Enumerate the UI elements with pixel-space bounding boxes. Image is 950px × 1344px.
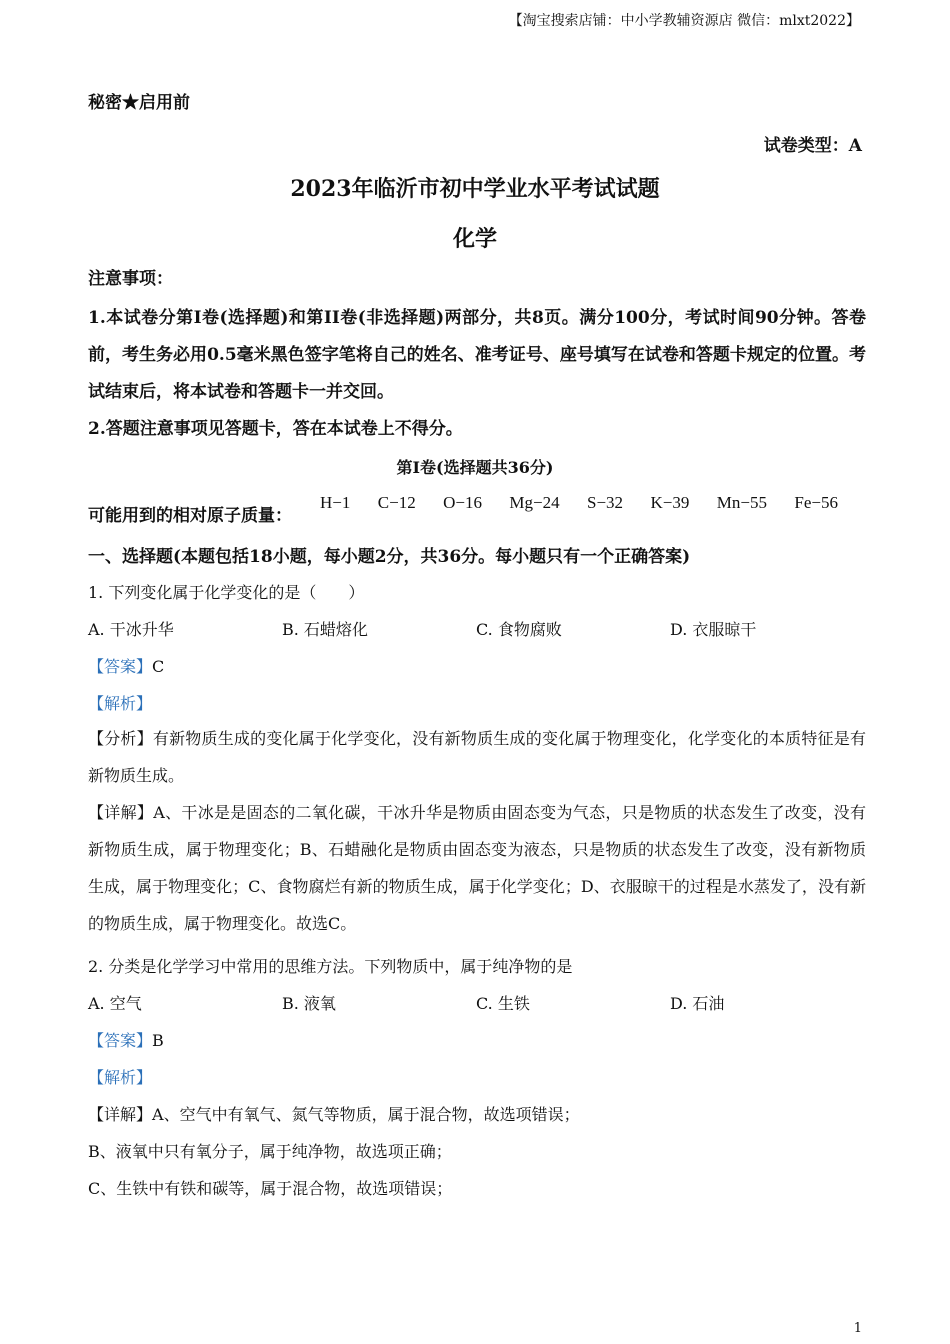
q1-answer (88, 654, 164, 677)
q1-stem: 1. 下列变化属于化学变化的是（ ） (88, 583, 365, 602)
notice-item-1: 1.本试卷分第I卷(选择题)和第II卷(非选择题)两部分，共8页。满分100分，考试时间90分钟。答卷前，考生务必用0.5毫米黑色签字笔将自己的姓名、准考证号、座号填写在试卷和答题卡规定的位置。考试结束后，将本试卷和答题卡一并交回。 (88, 308, 866, 402)
q1-fenxi (88, 720, 866, 794)
q2-detail-b: B、液氧中只有氧分子，属于纯净物，故选项正确； (88, 1142, 452, 1161)
notice-item-2: 2.答题注意事项见答题卡，答在本试卷上不得分。 (88, 419, 463, 439)
q2-option-b: B. 液氧 (282, 994, 336, 1013)
q1-detail-text: A、干冰是是固态的二氧化碳，干冰升华是物质由固态变为气态，只是物质的状态发生了改变，没有新物质生成，属于物理变化；B、石蜡融化是物质由固态变为液态，只是物质的状态发生了改变，没有新物质生成，属于物理变化；C、食物腐烂有新的物质生成，属于化学变化；D、衣服晾干的过程是水蒸发了，没有新的物质生成，属于物理变化。故选C。 (88, 803, 866, 933)
q2-detail-c: C、生铁中有铁和碳等，属于混合物，故选项错误； (88, 1179, 453, 1198)
atomic-mass-h: H−1 (320, 493, 351, 512)
atomic-mass-s: S−32 (587, 493, 624, 512)
q2-answer-value: B (152, 1031, 164, 1050)
header-note: 【淘宝搜索店铺：中小学教辅资源店 微信：mlxt2022】 (508, 13, 860, 29)
atomic-mass-fe: Fe−56 (794, 493, 838, 512)
q1-option-b: B. 石蜡熔化 (282, 620, 368, 639)
q1-answer-tag: 【答案】 (88, 657, 153, 676)
confidential-label: 秘密★启用前 (88, 93, 190, 113)
q1-detail (88, 794, 866, 942)
q2-option-d: D. 石油 (670, 994, 725, 1013)
atomic-mass-mn: Mn−55 (716, 493, 767, 512)
q2-detail-tag: 【详解】 (88, 1105, 153, 1124)
notice-heading: 注意事项： (88, 269, 173, 289)
q2-answer-tag: 【答案】 (88, 1031, 153, 1050)
q2-analysis-tag: 【解析】 (88, 1068, 153, 1087)
atomic-mass-o: O−16 (443, 493, 482, 512)
atomic-mass-label: 可能用到的相对原子质量： (88, 506, 292, 526)
q1-fenxi-tag: 【分析】 (88, 729, 153, 748)
q1-option-c: C. 食物腐败 (476, 620, 562, 639)
notice-block (88, 300, 866, 448)
atomic-mass-mg: Mg−24 (509, 493, 560, 512)
q2-stem: 2. 分类是化学学习中常用的思维方法。下列物质中，属于纯净物的是 (88, 957, 573, 976)
q1-option-a: A. 干冰升华 (88, 620, 174, 639)
part1-heading: 第I卷(选择题共36分) (396, 458, 554, 477)
q1-detail-tag: 【详解】 (88, 803, 154, 822)
atomic-mass-list (320, 493, 860, 513)
atomic-mass-c: C−12 (377, 493, 416, 512)
subject-title: 化学 (452, 226, 497, 252)
paper-type: 试卷类型：A (763, 136, 862, 156)
page-title: 2023年临沂市初中学业水平考试试题 (290, 176, 660, 202)
q2-option-a: A. 空气 (88, 994, 142, 1013)
q1-analysis-tag: 【解析】 (88, 694, 153, 713)
q2-answer (88, 1028, 164, 1051)
q1-answer-value: C (152, 657, 165, 676)
atomic-mass-k: K−39 (650, 493, 690, 512)
q1-option-d: D. 衣服晾干 (670, 620, 757, 639)
section-heading: 一、选择题(本题包括18小题，每小题2分，共36分。每小题只有一个正确答案) (88, 547, 691, 567)
q1-fenxi-text: 有新物质生成的变化属于化学变化，没有新物质生成的变化属于物理变化，化学变化的本质特征是有新物质生成。 (88, 729, 866, 785)
q2-detail-a (88, 1102, 580, 1125)
q2-detail-a-text: A、空气中有氧气、氮气等物质，属于混合物，故选项错误； (152, 1105, 580, 1124)
page-number: 1 (853, 1321, 862, 1336)
q2-option-c: C. 生铁 (476, 994, 530, 1013)
